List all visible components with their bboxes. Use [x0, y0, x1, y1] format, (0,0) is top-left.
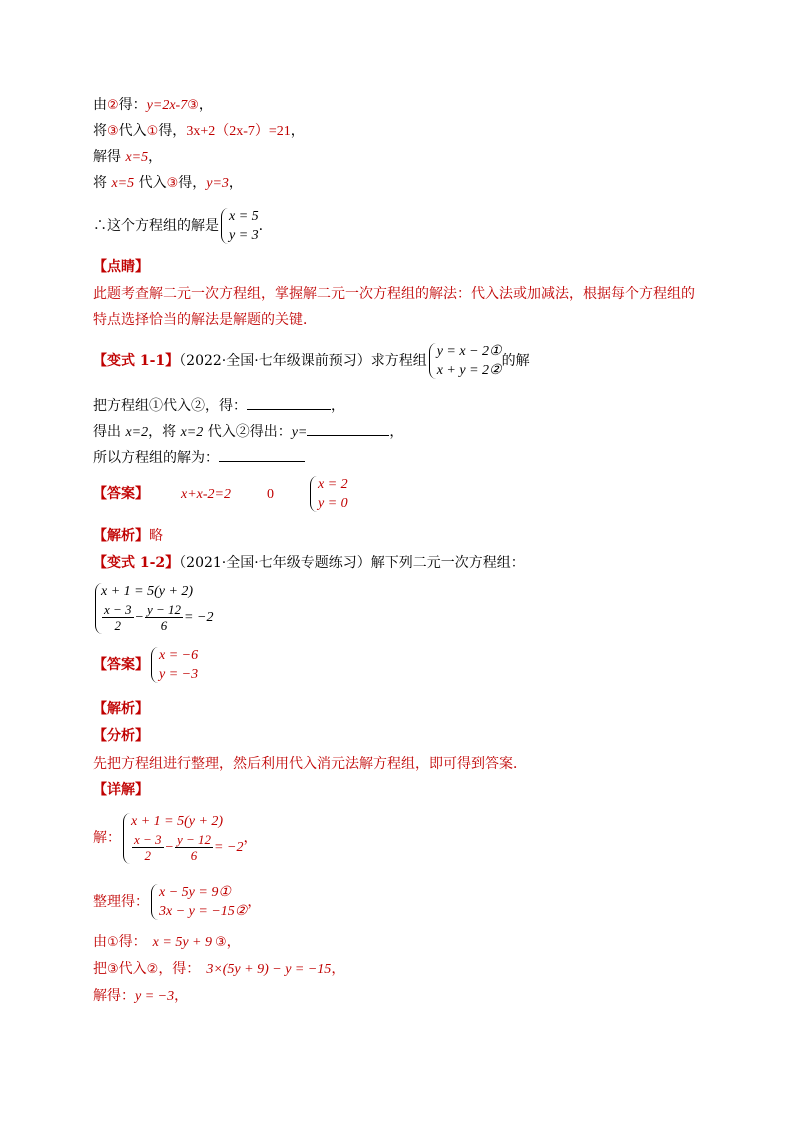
circled-number: ② — [146, 962, 159, 977]
text: ，将 — [148, 424, 181, 440]
text: 代入 — [118, 123, 147, 139]
equation: x=2 — [180, 425, 204, 440]
equation: y=3 — [206, 176, 229, 191]
text: 将 — [93, 175, 112, 191]
denominator: 2 — [144, 847, 152, 863]
system-row: y = 3 — [229, 228, 259, 243]
step-you — [93, 933, 241, 952]
step-ba — [93, 960, 345, 979]
text: （2021·全国·七年级专题练习）解下列二元一次方程组： — [179, 555, 525, 571]
denominator: 6 — [190, 847, 198, 863]
dianjing-text-1: 此题考查解二元一次方程组，掌握解二元一次方程组的解法：代入法或加减法，根据每个方程组的 — [93, 286, 695, 302]
text: 解得 — [93, 149, 126, 165]
answer-blank[interactable] — [219, 447, 305, 462]
system-row: x = 2 — [317, 477, 348, 492]
punct: ， — [243, 830, 258, 846]
equation-system — [93, 582, 213, 635]
variant-label: 【变式 1-1】 — [93, 353, 180, 369]
equation: x=2 — [125, 425, 149, 440]
operator: − — [164, 839, 174, 855]
equation: y= — [291, 425, 308, 440]
numerator: y − 12 — [177, 831, 212, 847]
simplified-line — [93, 880, 261, 924]
answer-label: 【答案】 — [93, 486, 149, 502]
variant-1-1-q3 — [93, 447, 305, 467]
denominator: 6 — [160, 617, 168, 633]
fenxi-text: 先把方程组进行整理，然后利用代入消元法解方程组，即可得到答案． — [93, 756, 527, 772]
equation: y=2x-7 — [146, 98, 188, 113]
punct: ， — [198, 97, 213, 113]
equation-system — [427, 342, 502, 380]
equation-system — [149, 883, 247, 921]
equation: x=5 — [111, 176, 135, 191]
punct: ， — [290, 123, 305, 139]
numerator: y − 12 — [147, 601, 182, 617]
punct: ， — [174, 988, 189, 1004]
text: 整理得： — [93, 894, 149, 910]
text: 由 — [93, 97, 107, 113]
punct: . — [258, 218, 264, 234]
operator: − — [134, 609, 144, 625]
section-label-dianjing: 【点睛】 — [93, 259, 149, 275]
system-row: x = −6 — [159, 648, 199, 663]
text: 将 — [93, 123, 107, 139]
section-label-jiexi: 【解析】 — [93, 701, 149, 717]
denominator: 2 — [114, 617, 122, 633]
text: 代入②得出： — [203, 424, 292, 440]
variant-1-2-title — [93, 554, 525, 572]
variant-label: 【变式 1-2】 — [93, 555, 180, 571]
circled-number: ② — [107, 98, 119, 113]
answer-system — [149, 646, 198, 684]
punct: ， — [331, 398, 345, 414]
equation: y = −3 — [135, 989, 175, 1004]
system-row: y = x − 2① — [436, 344, 502, 359]
equation-system — [121, 812, 243, 865]
answer-blank[interactable] — [307, 421, 389, 436]
text: ∴这个方程组的解是 — [93, 218, 219, 234]
analysis-label: 【解析】 — [93, 528, 149, 544]
text: 由 — [93, 934, 107, 950]
step-line-2 — [93, 122, 305, 141]
variant-1-1-answer — [93, 474, 348, 515]
text: 的解 — [501, 353, 530, 369]
system-row — [131, 831, 243, 865]
system-row — [101, 601, 213, 635]
variant-1-2-system — [93, 580, 213, 636]
text: 得出 — [93, 424, 126, 440]
variant-1-1-q2 — [93, 421, 403, 442]
answer-value: x+x-2=2 — [181, 487, 231, 502]
system-row: x + 1 = 5(y + 2) — [131, 813, 224, 829]
answer-system — [308, 475, 348, 513]
text: 把方程组①代入②，得： — [93, 398, 247, 414]
equation: 3x+2（2x-7）=21 — [186, 124, 291, 139]
text: 得： — [118, 934, 147, 950]
circled-number: ③ — [166, 176, 179, 191]
system-row: x + y = 2② — [436, 363, 502, 378]
system-row: y = 0 — [317, 496, 348, 511]
text: ，得： — [158, 961, 201, 977]
solution-system-line — [93, 806, 257, 870]
answer-value: 0 — [266, 487, 274, 502]
text: 解得： — [93, 988, 135, 1004]
circled-number: ③ — [107, 124, 119, 139]
rhs: = −2 — [184, 609, 214, 625]
step-line-1 — [93, 96, 213, 115]
system-row: x = 5 — [229, 209, 259, 224]
solution-line — [93, 206, 263, 246]
punct: ， — [148, 149, 163, 165]
punct: ， — [331, 961, 346, 977]
equation: x=5 — [125, 150, 149, 165]
text: 解： — [93, 830, 121, 846]
equation: 3×(5y + 9) − y = −15 — [206, 962, 332, 977]
variant-1-2-answer — [93, 645, 198, 685]
circled-number: ③ — [107, 962, 119, 977]
text: 代入 — [118, 961, 147, 977]
dianjing-text-2: 特点选择恰当的解法是解题的关键． — [93, 312, 317, 328]
system-row: 3x − y = −15② — [159, 904, 248, 919]
system-row: x − 5y = 9① — [159, 885, 231, 900]
text: 所以方程组的解为： — [93, 450, 219, 466]
analysis-text: 略 — [149, 528, 163, 544]
variant-1-1-jiexi — [93, 527, 163, 545]
variant-1-1-title — [93, 341, 530, 381]
circled-number: ③ — [214, 935, 227, 950]
circled-number: ① — [146, 124, 159, 139]
punct: ， — [226, 934, 241, 950]
system-row: x + 1 = 5(y + 2) — [101, 583, 194, 599]
answer-label: 【答案】 — [93, 657, 149, 673]
punct: ， — [228, 175, 243, 191]
variant-1-1-q1 — [93, 395, 345, 415]
circled-number: ① — [107, 935, 119, 950]
section-label-fenxi: 【分析】 — [93, 728, 149, 744]
text: 得， — [158, 123, 187, 139]
numerator: x − 3 — [104, 601, 132, 617]
section-label-xiangjie: 【详解】 — [93, 782, 149, 798]
answer-blank[interactable] — [247, 395, 331, 410]
step-jiede — [93, 987, 188, 1006]
numerator: x − 3 — [134, 831, 162, 847]
text: 得： — [118, 97, 147, 113]
text: 代入 — [134, 175, 167, 191]
circled-number: ③ — [187, 98, 199, 113]
equation-system — [219, 207, 259, 245]
rhs: = −2 — [214, 839, 244, 855]
system-row: y = −3 — [159, 667, 199, 682]
text: 得， — [178, 175, 207, 191]
step-line-4 — [93, 174, 243, 193]
step-line-3 — [93, 148, 162, 167]
text: 把 — [93, 961, 107, 977]
text: （2022·全国·七年级课前预习）求方程组 — [179, 353, 427, 369]
punct: ， — [247, 894, 262, 910]
equation: x = 5y + 9 — [152, 935, 212, 950]
punct: ， — [389, 424, 404, 440]
